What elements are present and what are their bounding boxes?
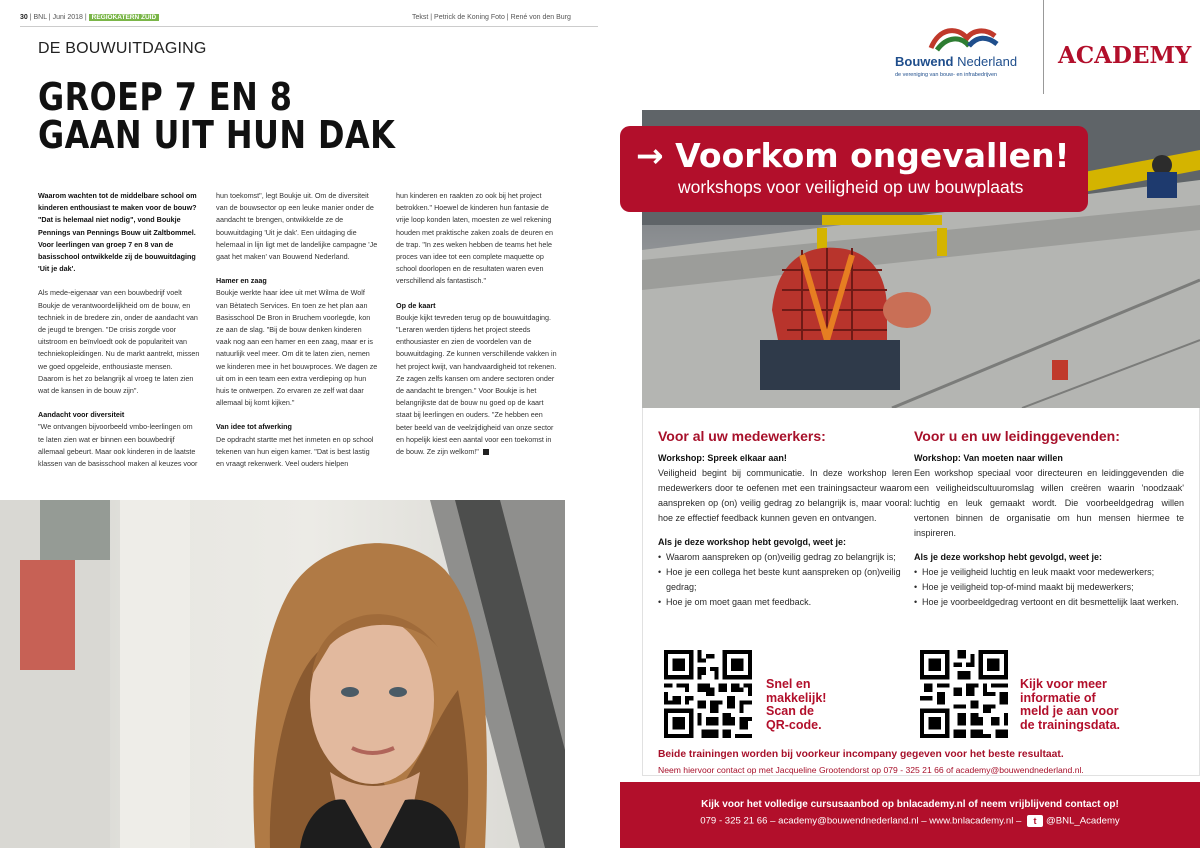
incompany-note: Beide trainingen worden bij voorkeur incompany gegeven voor het beste resultaat. <box>658 749 1064 760</box>
separator: – <box>1013 815 1024 827</box>
article-title <box>38 75 396 157</box>
qr-code-right[interactable] <box>920 650 1008 738</box>
article-kicker: DE BOUWUITDAGING <box>38 40 207 57</box>
left-workshop-section <box>658 451 912 610</box>
banner-title <box>636 136 1072 176</box>
phone-number[interactable]: 079 - 325 21 66 <box>700 815 768 827</box>
workshop-title: Workshop: Spreek elkaar aan! <box>658 453 787 463</box>
subheading: Aandacht voor diversiteit <box>38 410 125 420</box>
list-item: • Hoe je veiligheid luchtig en leuk maakt voor medewerkers; <box>914 565 1184 580</box>
qr-caption-line: meld je aan voor <box>1020 704 1119 718</box>
paragraph: Als mede-eigenaar van een bouwbedrijf voelt Boukje de verantwoordelijkheid om de bouw, en techniek in de bredere zin, onder de aandacht van de jeugd te brengen. "De crisis zorgde voor uitstroom en beïnvloedt ook de populariteit van techniekopleidingen. Nu de markt aantrekt, missen we goed opgeleide, enthousiaste mensen. Daarom is het zo belangrijk al vroeg te laten zien wat de kansen in de bouw zijn". <box>38 288 200 396</box>
paragraph: hun toekomst", legt Boukje uit. Om de diversiteit van de bouwsector op een leuke manier onder de aandacht te brengen, ontwikkelde ze de bouwuitdaging 'Uit je dak'. Een uitdaging die helemaal in lijn ligt met de landelijke campagne 'Je gaat het maken' van Bouwend Nederland. <box>216 191 378 262</box>
qr-caption-line: Scan de <box>766 704 814 718</box>
article-column-1 <box>38 190 200 482</box>
arrow-right-icon: → <box>636 136 664 175</box>
subheading: Hamer en zaag <box>216 276 267 286</box>
logo-word-b: Nederland <box>953 54 1018 69</box>
issue-meta: | BNL | Juni 2018 | <box>27 14 89 21</box>
logo-word-a: Bouwend <box>895 54 954 69</box>
logo-tagline: de vereniging van bouw- en infrabedrijven <box>895 72 998 78</box>
paragraph: Boukje werkte haar idee uit met Wilma de Wolf van Bètatech Services. En toen ze het plan aan Basisschool De Bron in Bruchem voorlegde, kon ze aan de slag. "Bij de bouw denken kinderen vaak nog aan een hamer en een zaag, maar er is natuurlijk veel meer. Om dit te laten zien, nemen we kinderen mee in het bouwproces. We dagen ze uit om in een team een extra verdieping op hun huis te ontwerpen. Zo ervaren ze zelf wat daar allemaal bij komt kijken." <box>216 288 378 408</box>
logo-mark-icon <box>923 24 1003 54</box>
footer-contacts <box>620 815 1200 827</box>
paragraph: De opdracht startte met het inmeten en op school tekenen van hun eigen kamer. "Dat is best lastig en vraagt rekenwerk. Veel ouders hielpen <box>216 434 374 469</box>
academy-logo: ACADEMY <box>1058 42 1192 69</box>
article-column-2 <box>216 190 378 482</box>
list-title: Als je deze workshop hebt gevolgd, weet je: <box>658 537 847 547</box>
promo-banner <box>620 126 1088 212</box>
contact-line: Neem hiervoor contact op met Jacqueline Grootendorst op 079 - 325 21 66 of academy@bouwendnederland.nl. <box>658 765 1084 775</box>
title-line-1: GROEP 7 EN 8 <box>38 75 293 119</box>
portrait-illustration <box>0 500 565 848</box>
qr-caption-left <box>766 678 826 732</box>
paragraph: "We ontvangen bijvoorbeeld vmbo-leerlingen om te laten zien wat er binnen een bouwbedrijf allemaal gebeurt. Maar ook kinderen in de laatste klassen van de basisschool maken al keuzes voor <box>38 422 198 469</box>
page-number: 30 <box>20 14 28 21</box>
contact-footer <box>620 782 1200 848</box>
list-item: • Hoe je veiligheid top-of-mind maakt bij medewerkers; <box>914 580 1184 595</box>
qr-caption-line: QR-code. <box>766 717 822 732</box>
qr-caption-right <box>1020 678 1120 732</box>
qr-caption-line: Kijk voor meer <box>1020 677 1107 691</box>
article-lead: Waarom wachten tot de middelbare school om kinderen enthousiast te maken voor de bouw? "Dat is helemaal niet nodig", vond Boukje Pennings van Pennings Bouw uit Zaltbommel. Voor leerlingen van groep 7 en 8 van de basisschool ontwikkelde zij de bouwuitdaging 'Uit je dak'. <box>38 191 197 274</box>
list-title: Als je deze workshop hebt gevolgd, weet je: <box>914 552 1103 562</box>
portrait-photo <box>0 500 565 848</box>
list-item: • Waarom aanspreken op (on)veilig gedrag zo belangrijk is; <box>658 550 912 565</box>
workshop-title: Workshop: Van moeten naar willen <box>914 453 1063 463</box>
section-badge: REGIOKATERN ZUID <box>89 14 160 21</box>
end-mark-icon <box>483 449 489 455</box>
banner-subtitle: workshops voor veiligheid op uw bouwplaats <box>678 177 1024 197</box>
right-heading: Voor u en uw leidinggevenden: <box>914 428 1120 444</box>
benefits-list <box>914 565 1184 610</box>
left-heading: Voor al uw medewerkers: <box>658 428 826 444</box>
credits: Tekst | Petrick de Koning Foto | René von den Burg <box>412 14 571 21</box>
logo-wordmark <box>895 54 1017 69</box>
list-item: • Hoe je een collega het beste kunt aanspreken op (on)veilig gedrag; <box>658 565 912 595</box>
subheading: Op de kaart <box>396 300 436 310</box>
article-column-3 <box>396 190 558 470</box>
banner-title-text: Voorkom ongevallen! <box>675 136 1070 175</box>
page-header <box>20 14 159 21</box>
header-divider <box>20 26 598 27</box>
title-line-2: GAAN UIT HUN DAK <box>38 113 396 157</box>
paragraph: hun kinderen en raakten zo ook bij het project betrokken." Hoewel de kinderen hun fantasie de vrije loop konden laten, moesten ze wel rekening houden met praktische zaken zoals de deuren en de trap. "In zes weken hebben de teams het hele proces van idee tot een complete maquette op school doorlopen en de resultaten waren even verschillend als fantastisch." <box>396 191 554 286</box>
separator: – <box>918 815 930 827</box>
bouwend-nederland-logo <box>895 24 1035 84</box>
twitter-icon: t <box>1027 815 1043 827</box>
qr-caption-line: informatie of <box>1020 690 1096 705</box>
list-item: • Hoe je voorbeeldgedrag vertoont en dit besmettelijk laat werken. <box>914 595 1184 610</box>
email-link[interactable]: academy@bouwendnederland.nl <box>778 815 919 827</box>
website-link[interactable]: www.bnlacademy.nl <box>929 815 1014 827</box>
closing-paragraph-text: Boukje kijkt tevreden terug op de bouwuitdaging. "Leraren werden tijdens het project steeds enthousiaster en zien de voordelen van de bouwuitdaging. Ze kunnen verschillende vakken in het project kwijt, van handvaardigheid tot rekenen. Ze zagen zelfs kansen om andere sectoren onder de aandacht te brengen." Voor Boukje is het belangrijkste dat de bouw nu goed op de kaart staat bij leerlingen en ouders. "Ze hebben een beter beeld van de veelzijdigheid van onze sector en hopelijk kiest een aantal voor een toekomst in de bouw. Ze zijn welkom!" <box>396 312 557 457</box>
qr-caption-line: Snel en <box>766 677 811 691</box>
workshop-body: Veiligheid begint bij communicatie. In deze workshop leren medewerkers door te oefenen met een trainingsacteur waarom aanspreken op (on) veilig gedrag zo belangrijk is, maar vooral: hoe ze effectief feedback kunnen geven en ontvangen. <box>658 468 912 523</box>
twitter-handle[interactable]: @BNL_Academy <box>1046 815 1120 827</box>
qr-caption-line: de trainingsdata. <box>1020 717 1121 732</box>
right-workshop-section <box>914 451 1184 610</box>
subheading: Van idee tot afwerking <box>216 422 292 432</box>
separator: – <box>767 815 779 827</box>
footer-cta: Kijk voor het volledige cursusaanbod op bnlacademy.nl of neem vrijblijvend contact op! <box>701 799 1119 810</box>
logo-divider <box>1043 0 1044 94</box>
workshop-body: Een workshop speciaal voor directeuren en leidinggevenden die een veiligheidscultuuromslag willen creëren waarin 'noodzaak' luchtig en leuk gemaakt wordt. Die voorbeeldgedrag willen vertonen binnen de organisatie om hun mensen hiermee te inspireren. <box>914 468 1184 538</box>
qr-caption-line: makkelijk! <box>766 690 827 705</box>
qr-code-left[interactable] <box>664 650 752 738</box>
paragraph <box>396 312 558 458</box>
benefits-list <box>658 550 912 610</box>
list-item: • Hoe je om moet gaan met feedback. <box>658 595 912 610</box>
